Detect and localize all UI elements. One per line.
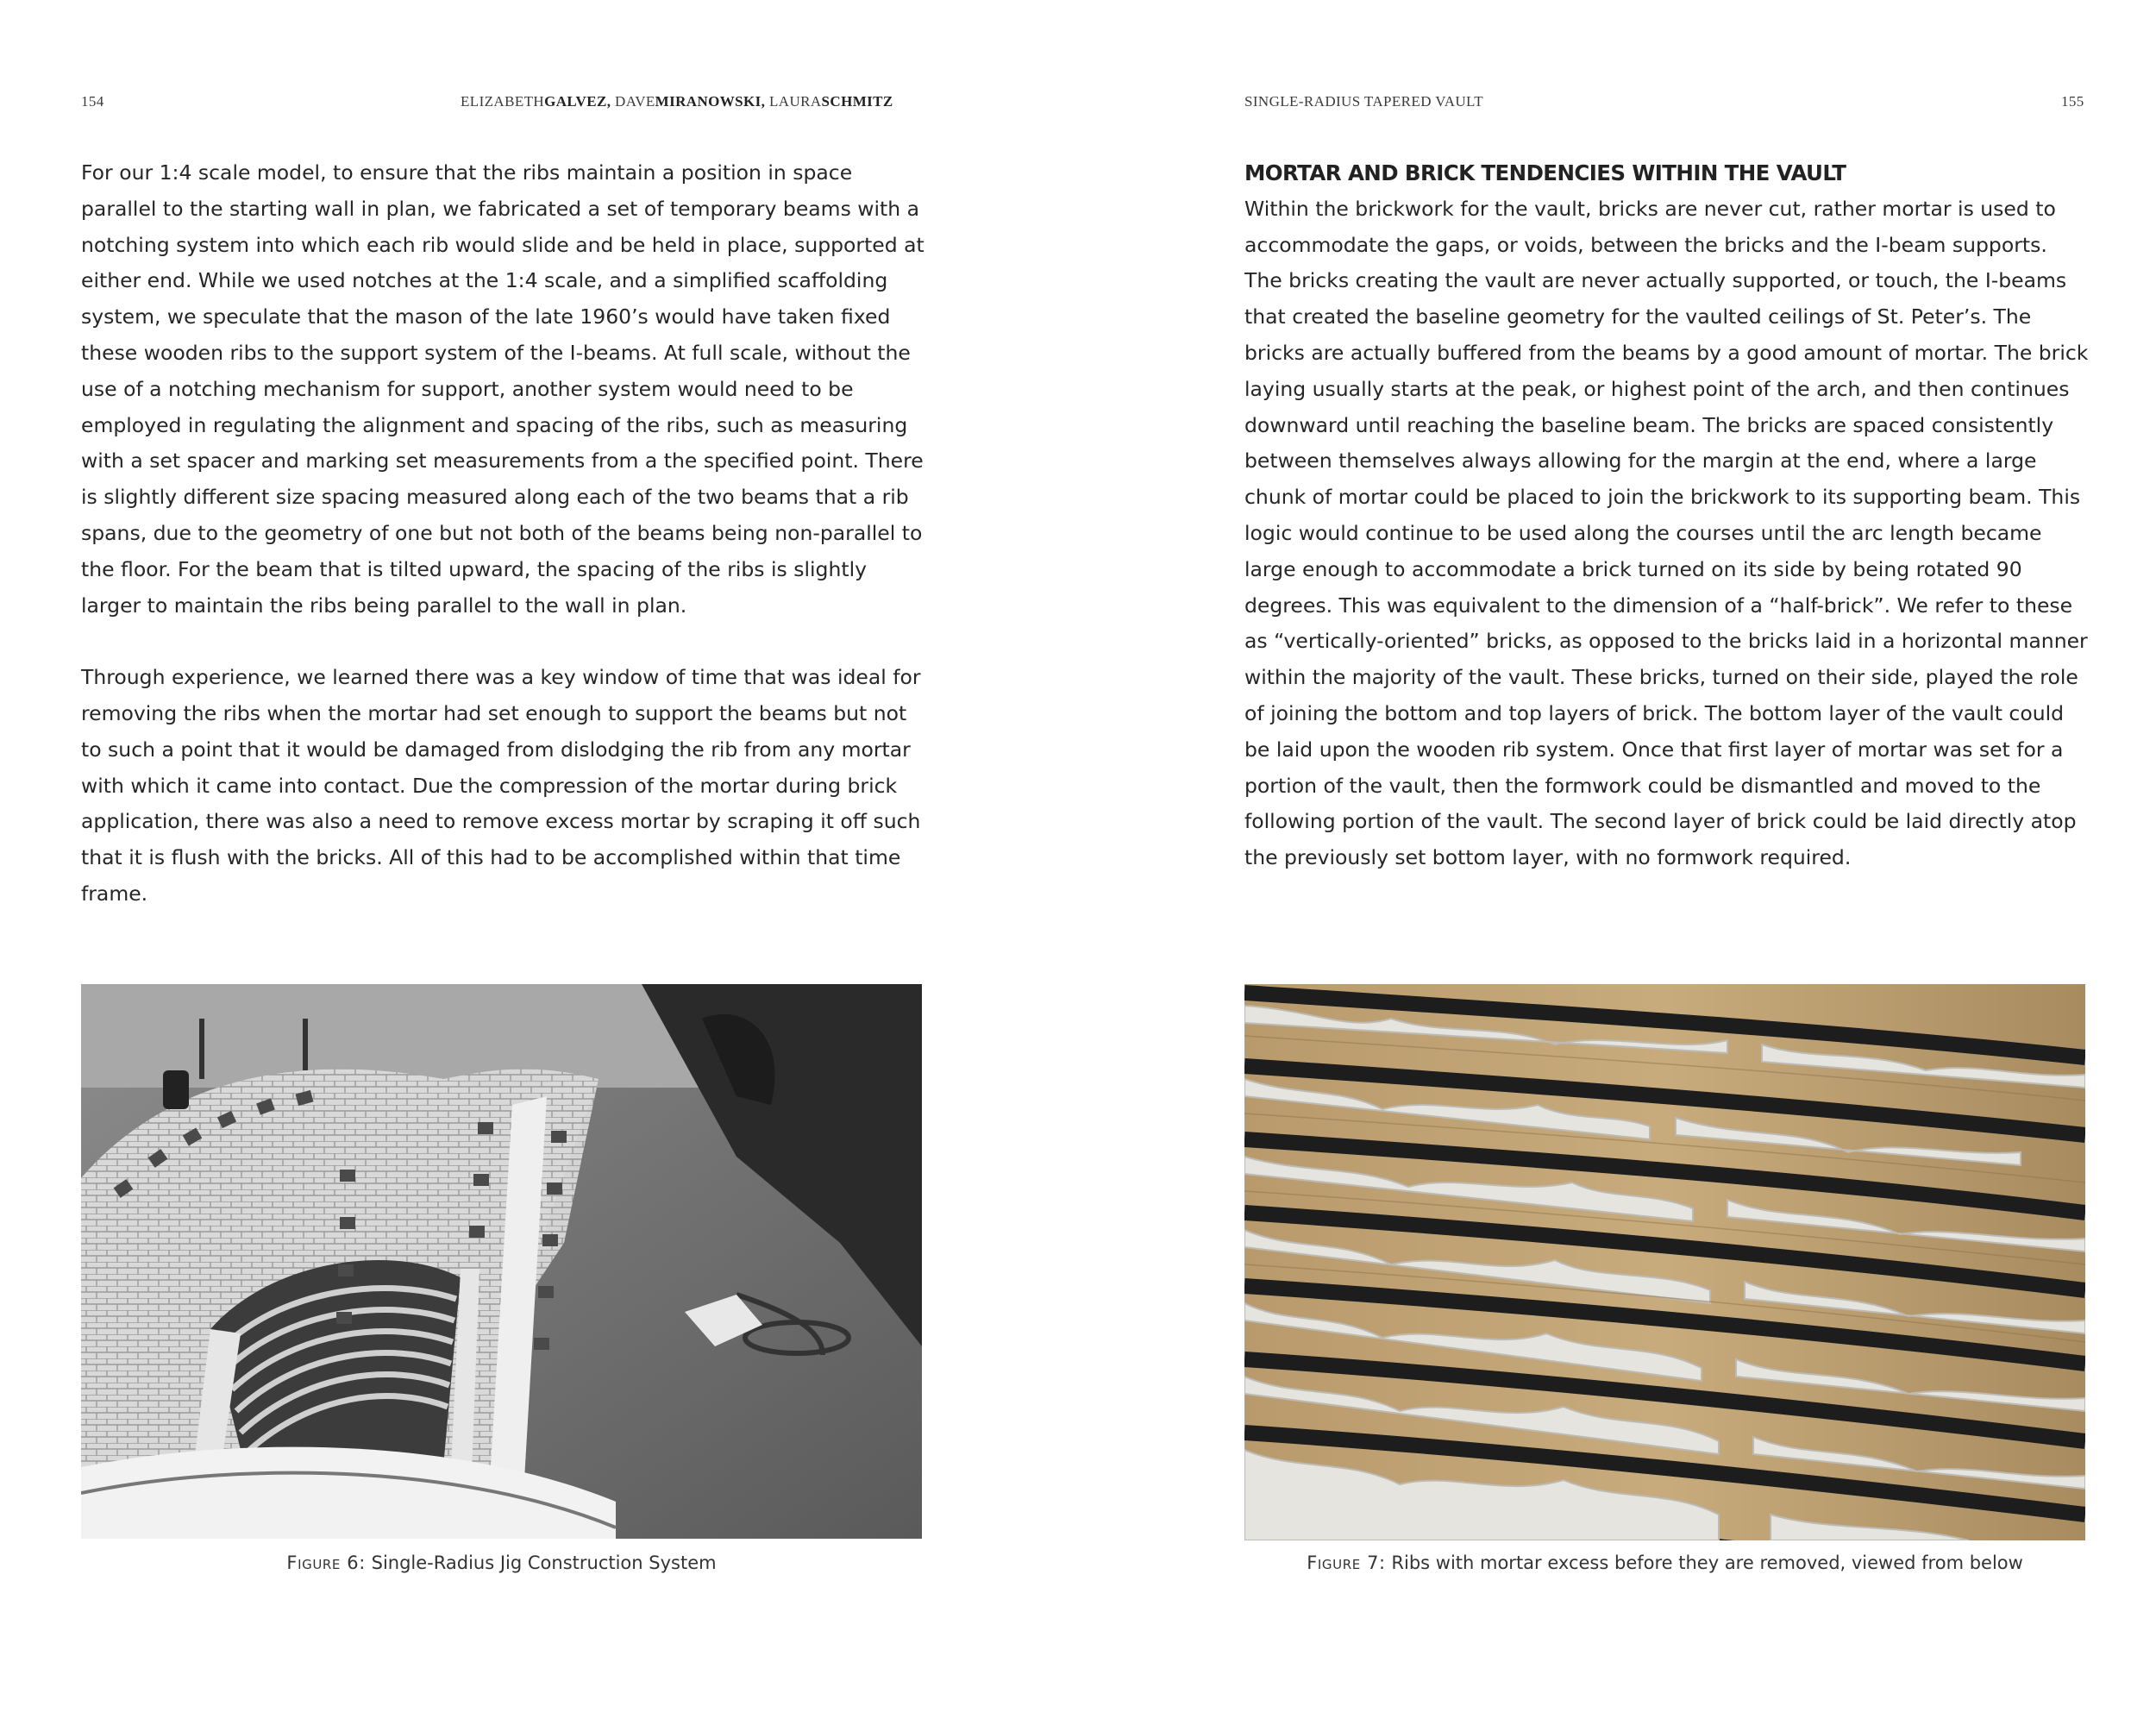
author1-first: ELIZABETH xyxy=(461,93,545,110)
running-head-authors xyxy=(461,93,893,110)
author1-last: GALVEZ, xyxy=(544,93,611,110)
figure-7-caption xyxy=(1244,1552,2085,1573)
running-head-title: SINGLE-RADIUS TAPERED VAULT xyxy=(1244,93,1484,110)
ribs-mortar-image xyxy=(1244,984,2085,1540)
left-paragraph-1: For our 1:4 scale model, to ensure that the ribs maintain a position in space parallel to the starting wall in plan, we fabricated a set of temporary beams with a notching system into which each rib would slide and be held in place, supported at either end. While we used notches at the 1:4 scale, and a simplified scaffolding system, we speculate that the mason of the late 1960’s would have taken fixed these wooden ribs to the support system of the I-beams. At full scale, without the use of a notching mechanism for support, another system would need to be employed in regulating the alignment and spacing of the ribs, such as measuring with a set spacer and marking set measurements from a the specified point. There is slightly different size spacing measured along each of the two beams that a rib spans, due to the geometry of one but not both of the beams being non-parallel to the floor. For the beam that is tilted upward, the spacing of the ribs is slightly larger to maintain the ribs being parallel to the wall in plan. xyxy=(81,160,924,618)
figure-7-photo xyxy=(1244,984,2085,1540)
figure-6-caption xyxy=(81,1552,922,1573)
figure-7-label: Figure 7: xyxy=(1307,1552,1386,1573)
author2-last: MIRANOWSKI, xyxy=(655,93,766,110)
section-heading: MORTAR AND BRICK TENDENCIES WITHIN THE VAULT xyxy=(1244,160,1846,185)
right-page xyxy=(1078,0,2156,1725)
author3-first: LAURA xyxy=(768,93,822,110)
right-paragraph-1: Within the brickwork for the vault, bricks are never cut, rather mortar is used to accommodate the gaps, or voids, between the bricks and the I-beam supports. The bricks creating the vault are never actually supported, or touch, the I-beams that created the baseline geometry for the vaulted ceilings of St. Peter’s. The bricks are actually buffered from the beams by a good amount of mortar. The brick laying usually starts at the peak, or highest point of the arch, and then continues downward until reaching the baseline beam. The bricks are spaced consistently between themselves always allowing for the margin at the end, where a large chunk of mortar could be placed to join the brickwork to its supporting beam. This logic would continue to be used along the courses until the arc length became large enough to accommodate a brick turned on its side by being rotated 90 degrees. This was equivalent to the dimension of a “half-brick”. We refer to these as “vertically-oriented” bricks, as opposed to the bricks laid in a horizontal manner within the majority of the vault. These bricks, turned on their side, played the role of joining the bottom and top layers of brick. The bottom layer of the vault could be laid upon the wooden rib system. Once that first layer of mortar was set for a portion of the vault, then the formwork could be dismantled and moved to the following portion of the vault. The second layer of brick could be laid directly atop the previously set bottom layer, with no formwork required. xyxy=(1244,196,2089,870)
figure-6-photo xyxy=(81,984,922,1539)
author2-first: DAVE xyxy=(615,93,655,110)
right-body-text xyxy=(1244,155,2090,876)
page-number-left: 154 xyxy=(81,93,104,110)
author3-last: SCHMITZ xyxy=(821,93,893,110)
page-number-right: 155 xyxy=(2061,93,2084,110)
jig-construction-image xyxy=(81,984,922,1539)
left-paragraph-2: Through experience, we learned there was a key window of time that was ideal for removing the ribs when the mortar had set enough to support the beams but not to such a point that it would be damaged from dislodging the rib from any mortar with which it came into contact. Due the compression of the mortar during brick application, there was also a need to remove excess mortar by scraping it off such that it is flush with the bricks. All of this had to be accomplished within that time frame. xyxy=(81,665,921,906)
left-body-text xyxy=(81,155,926,913)
figure-7-caption-text: Ribs with mortar excess before they are removed, viewed from below xyxy=(1391,1552,2023,1573)
figure-6-label: Figure 6: xyxy=(286,1552,366,1573)
figure-6-caption-text: Single-Radius Jig Construction System xyxy=(371,1552,717,1573)
